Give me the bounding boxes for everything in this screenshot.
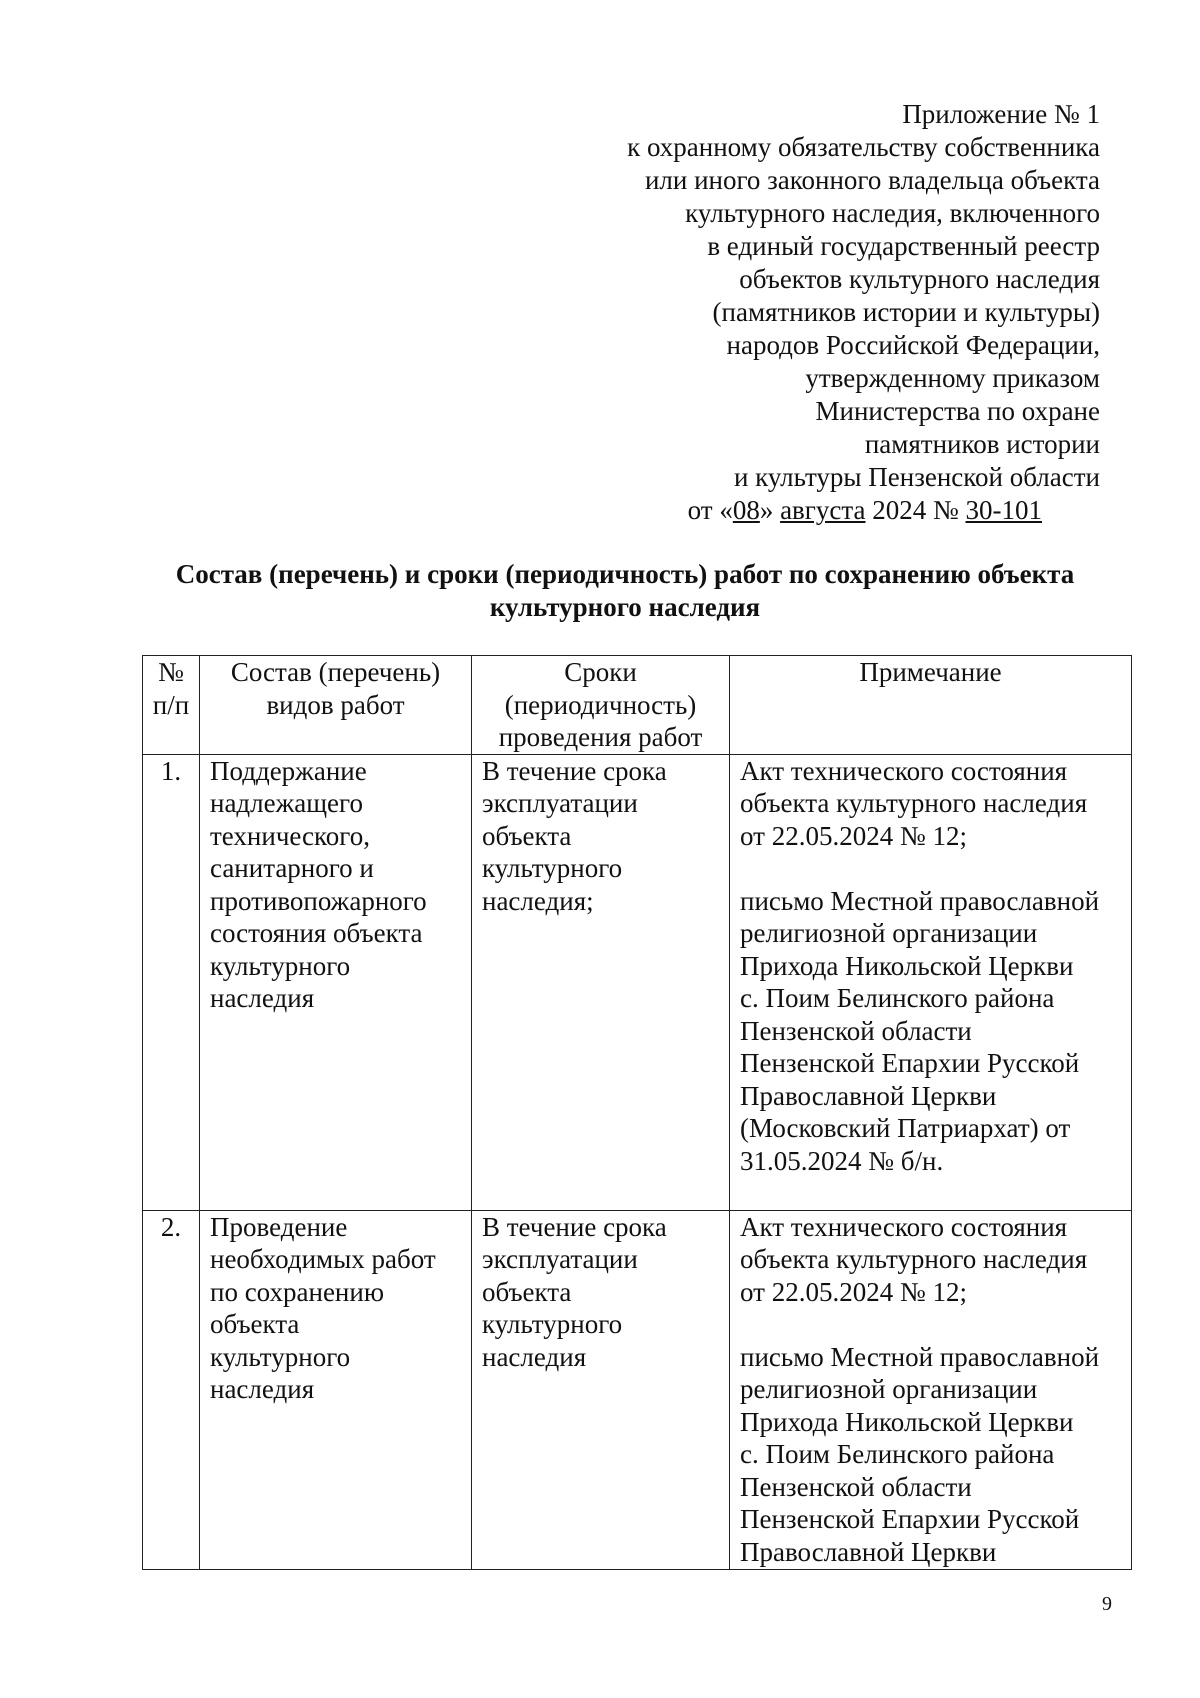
cell-line: Пензенской области [740,1015,972,1046]
order-day: 08 [732,495,760,525]
cell-line: культурного [482,853,623,883]
cell-line: состояния объекта [210,918,423,948]
row-number: 1. [143,754,200,1210]
appendix-line: Приложение № 1 [902,99,1100,129]
cell-line: объекта культурного наследия [740,1244,1088,1274]
cell-line: эксплуатации [482,788,638,818]
cell-line: наследия [482,1341,587,1372]
cell-line: эксплуатации [482,1244,638,1274]
appendix-line: в единый государственный реестр [707,231,1100,261]
header-text: проведения работ [498,722,703,752]
cell-line: культурного [482,1309,623,1339]
cell-line: от 22.05.2024 № 12; [740,820,967,851]
cell-line: наследия [210,983,315,1013]
header-text: п/п [152,689,190,720]
cell-line: технического, [210,820,370,851]
term-cell [472,1210,730,1569]
title-line: Состав (перечень) и сроки (периодичность) работ по сохранению объекта [175,559,1075,589]
cell-line: необходимых работ [210,1244,436,1274]
header-note [730,656,1132,755]
works-table [142,655,1132,1570]
cell-line: Прихода Никольской Церкви [740,950,1074,981]
title-line: культурного наследия [489,592,761,622]
cell-line: объекта [210,1309,300,1339]
cell-line: Православной Церкви [740,1536,997,1567]
cell-line: Акт технического состояния [740,755,1068,786]
cell-line: с. Поим Белинского района [740,983,1055,1013]
header-work-list [200,656,472,755]
header-text: Состав (перечень) [230,657,441,687]
appendix-line: культурного наследия, включенного [685,198,1100,228]
appendix-line: утвержденному приказом [805,363,1100,393]
row-number: 2. [143,1210,200,1569]
cell-line: Пензенской Епархии Русской [740,1504,1080,1534]
work-cell [200,754,472,1210]
paragraph-gap [740,852,1123,885]
cell-line: наследия [210,1374,315,1404]
appendix-line: народов Российской Федерации, [726,330,1100,360]
cell-line: наследия; [482,885,594,916]
cell-line: Пензенской области [740,1471,972,1502]
term-cell [472,754,730,1210]
cell-line: Поддержание [210,755,367,786]
header-text: № [158,657,184,687]
cell-line: Проведение [210,1211,348,1242]
cell-line: Акт технического состояния [740,1211,1068,1242]
cell-line: Пензенской Епархии Русской [740,1048,1080,1078]
cell-line: Прихода Никольской Церкви [740,1406,1074,1437]
note-cell [730,1210,1132,1569]
header-number [143,656,200,755]
appendix-line: и культуры Пензенской области [733,462,1100,492]
appendix-line: памятников истории [864,429,1100,459]
appendix-line: объектов культурного наследия [739,264,1100,294]
cell-line: от 22.05.2024 № 12; [740,1276,967,1307]
table-row [143,754,1132,1210]
header-text: Сроки [564,657,637,687]
table-header-row [143,656,1132,755]
order-date-line [627,494,1100,527]
cell-line: по сохранению [210,1276,384,1307]
cell-line: письмо Местной православной [740,1341,1100,1372]
cell-line: религиозной организации [740,1374,1038,1404]
cell-line: религиозной организации [740,918,1038,948]
date-sep: » [759,495,781,525]
table-row [143,1210,1132,1569]
date-prefix: от « [687,495,733,525]
cell-line: Православной Церкви [740,1080,997,1111]
cell-line: В течение срока [482,1211,667,1242]
order-number: 30-101 [965,495,1042,525]
cell-line: культурного [210,1341,351,1372]
cell-line: письмо Местной православной [740,885,1100,916]
cell-line: с. Поим Белинского района [740,1439,1055,1469]
header-text: видов работ [266,689,405,720]
header-terms [472,656,730,755]
cell-line: санитарного и [210,853,374,883]
paragraph-gap [740,1308,1123,1341]
note-cell [730,754,1132,1210]
page-number: 9 [1102,1593,1112,1615]
work-cell [200,1210,472,1569]
cell-line: объекта культурного наследия [740,788,1088,818]
cell-line: (Московский Патриархат) от [740,1113,1071,1143]
cell-line: объекта [482,1276,572,1307]
appendix-header [627,98,1100,527]
order-month: августа [780,495,866,525]
document-title [100,558,1150,624]
appendix-line: Министерства по охране [815,396,1100,426]
cell-line: объекта [482,820,572,851]
appendix-line: (памятников истории и культуры) [712,297,1100,327]
appendix-line: к охранному обязательству собственника [627,132,1100,162]
cell-line: надлежащего [210,788,363,818]
cell-line: В течение срока [482,755,667,786]
cell-line: 31.05.2024 № б/н. [740,1145,944,1176]
appendix-line: или иного законного владельца объекта [644,165,1100,195]
header-text: Примечание [859,657,1002,687]
header-text: (периодичность) [504,689,697,720]
date-year: 2024 № [865,495,966,525]
cell-line: противопожарного [210,885,427,916]
cell-line: культурного [210,950,351,981]
